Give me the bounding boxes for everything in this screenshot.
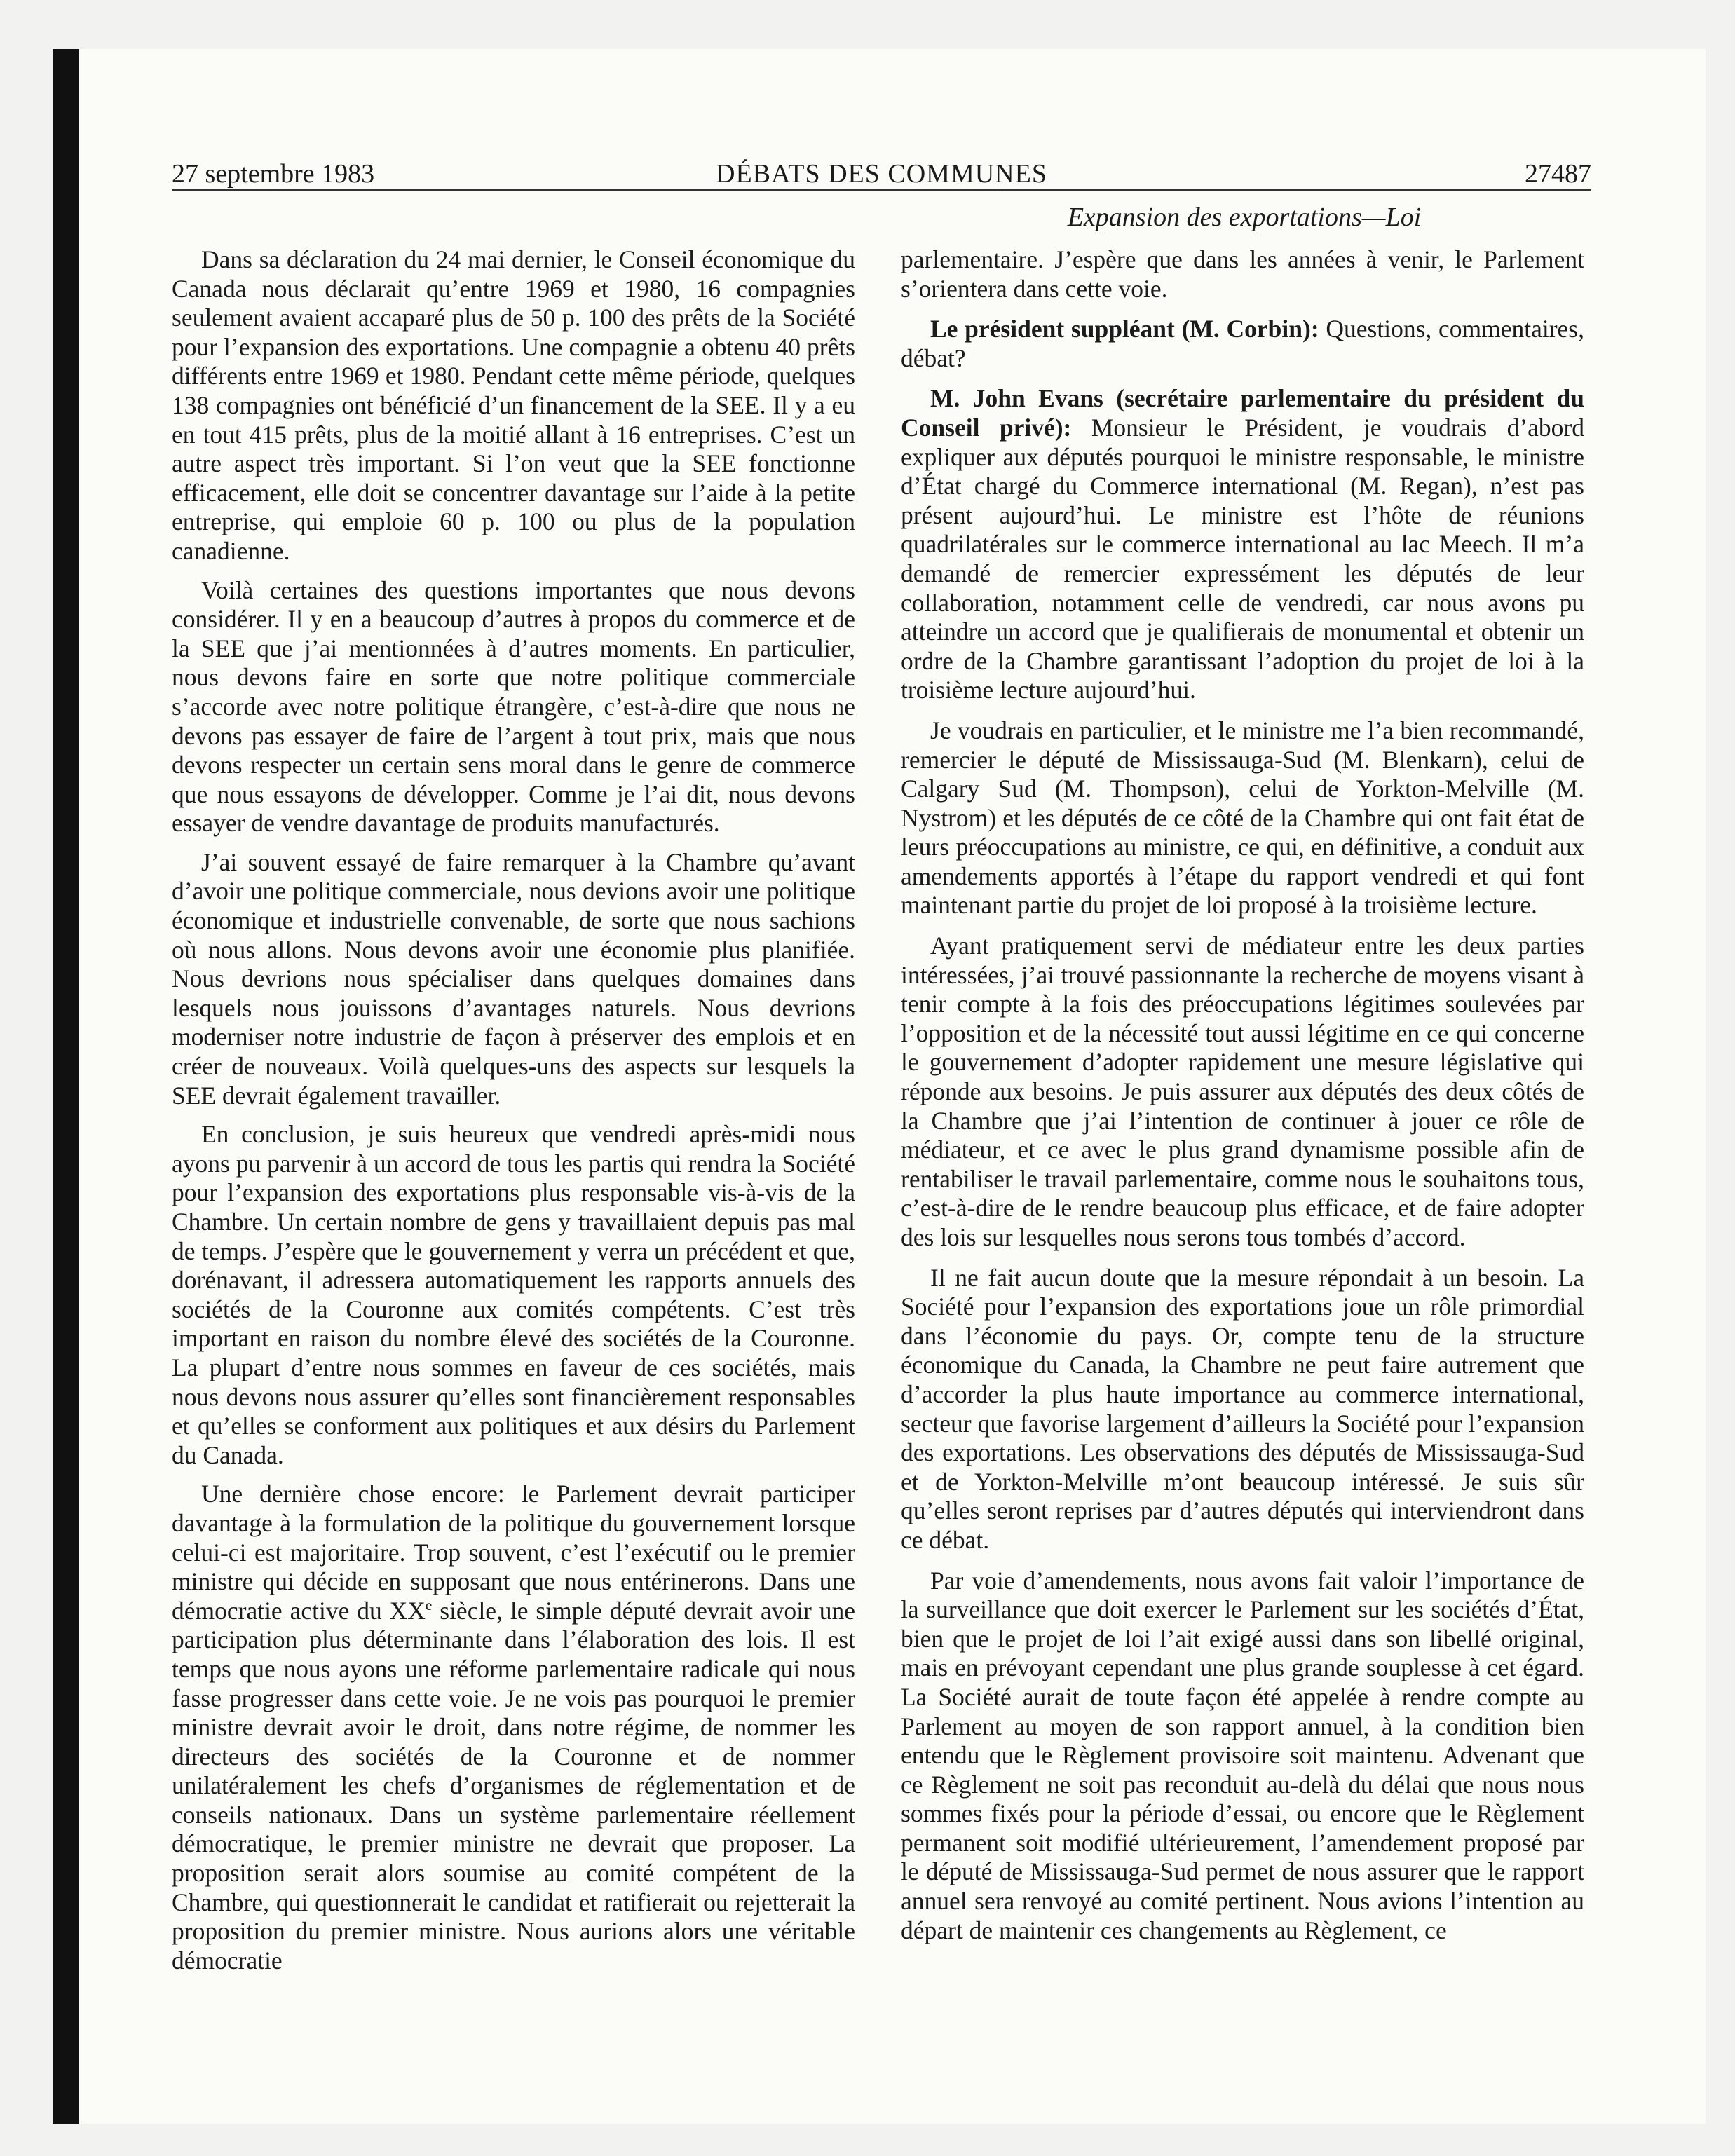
speaker-name: Le président suppléant (M. Corbin): bbox=[930, 315, 1319, 343]
paragraph bbox=[901, 384, 1584, 705]
paragraph: parlementaire. J’espère que dans les années à venir, le Parlement s’orientera dans cette voie. bbox=[901, 245, 1584, 303]
text-run: siècle, le simple député devrait avoir une participation plus déterminante dans l’élaboration des lois. Il est temps que nous ayons une réforme parlementaire radicale qui nous fasse progresser dans cette voie. Je ne vois pas pourquoi le premier ministre devrait avoir le droit, dans notre régime, de nommer les directeurs des sociétés de la Couronne et de nommer unilatéralement les chefs d’organismes de réglementation et de conseils nationaux. Dans un système parlementaire réellement démocratique, le premier ministre ne devrait que proposer. La proposition serait alors soumise au comité compétent de la Chambre, qui questionnerait le candidat et ratifierait ou rejetterait la proposition du premier ministre. Nous aurions alors une véritable démocratie bbox=[172, 1596, 855, 1974]
speaker-name: M. John Evans (secrétaire parlementaire du président du Conseil privé): bbox=[901, 384, 1584, 442]
header-page-number: 27487 bbox=[1525, 159, 1591, 189]
running-header bbox=[172, 150, 1591, 191]
text-run: Monsieur le Président, je voudrais d’abord expliquer aux députés pourquoi le ministre responsable, le ministre d’État chargé du Commerce international (M. Regan), n’est pas présent aujourd’hui. Le ministre est l’hôte de réunions quadrilatérales sur le commerce international au lac Meech. Il m’a demandé de remercier expressément les députés de leur collaboration, notamment celle de vendredi, car nous avons pu atteindre un accord que je qualifierais de monumental et obtenir un ordre de la Chambre garantissant l’adoption du projet de loi à la troisième lecture aujourd’hui. bbox=[901, 413, 1584, 704]
paragraph: Ayant pratiquement servi de médiateur entre les deux parties intéressées, j’ai trouvé passionnante la recherche de moyens visant à tenir compte à la fois des préoccupations légitimes soulevées par l’opposition et de la nécessité tout aussi légitime en ce qui concerne le gouvernement d’adopter rapidement une mesure législative qui réponde aux besoins. Je puis assurer aux députés des deux côtés de la Chambre que j’ai l’intention de continuer à jouer ce rôle de médiateur, et ce avec le plus grand dynamisme possible afin de rentabiliser le travail parlementaire, comme nous le souhaitons tous, c’est-à-dire de le rendre beaucoup plus efficace, et de faire adopter des lois sur lesquelles nous serons tous tombés d’accord. bbox=[901, 932, 1584, 1251]
paragraph: Je voudrais en particulier, et le ministre me l’a bien recommandé, remercier le député de Mississauga-Sud (M. Blenkarn), celui de Calgary Sud (M. Thompson), celui de Yorkton-Melville (M. Nystrom) et les députés de ce côté de la Chambre qui ont fait état de leurs préoccupations au ministre, ce qui, en définitive, a conduit aux amendements apportés à l’étape du rapport vendredi et qui font maintenant partie du projet de loi proposé à la troisième lecture. bbox=[901, 716, 1584, 920]
paragraph bbox=[901, 315, 1584, 373]
section-subheading: Expansion des exportations—Loi bbox=[1067, 203, 1422, 232]
paragraph: Par voie d’amendements, nous avons fait valoir l’importance de la surveillance que doit exercer le Parlement sur les sociétés d’État, bien que le projet de loi l’ait exigé aussi dans son libellé original, mais en prévoyant cependant une plus grande souplesse à cet égard. La Société aurait de toute façon été appelée à rendre compte au Parlement au moyen de son rapport annuel, à la condition bien entendu que le Règlement provisoire soit maintenu. Advenant que ce Règlement ne soit pas reconduit au-delà du délai que nous nous sommes fixés pour la période d’essai, ou encore que le Règlement permanent soit modifié ultérieurement, l’amendement proposé par le député de Mississauga-Sud permet de nous assurer que le rapport annuel sera renvoyé au comité pertinent. Nous avions l’intention au départ de maintenir ces changements au Règlement, ce bbox=[901, 1566, 1584, 1944]
text-run: Questions, commentaires, débat? bbox=[901, 315, 1584, 372]
paragraph bbox=[172, 1480, 855, 1975]
paragraph: Voilà certaines des questions importantes que nous devons considérer. Il y en a beaucoup d’autres à propos du commerce et de la SEE que j’ai mentionnées à d’autres moments. En particulier, nous devons faire en sorte que notre politique commerciale s’accorde avec notre politique étrangère, c’est-à-dire que nous ne devons pas essayer de faire de l’argent à tout prix, mais que nous devons respecter un certain sens moral dans le genre de commerce que nous essayons de développer. Comme je l’ai dit, nous devons essayer de vendre davantage de produits manufacturés. bbox=[172, 575, 855, 838]
header-date: 27 septembre 1983 bbox=[172, 159, 375, 189]
header-title: DÉBATS DES COMMUNES bbox=[716, 159, 1047, 189]
paragraph: En conclusion, je suis heureux que vendredi après-midi nous ayons pu parvenir à un accord de tous les partis qui rendra la Société pour l’expansion des exportations plus responsable vis-à-vis de la Chambre. Un certain nombre de gens y travaillaient depuis pas mal de temps. J’espère que le gouvernement y verra un précédent et que, dorénavant, il adressera automatiquement les rapports annuels des sociétés de la Couronne aux comités compétents. C’est très important en raison du nombre élevé des sociétés de la Couronne. La plupart d’entre nous sommes en faveur de ces sociétés, mais nous devons nous assurer qu’elles sont financièrement responsables et qu’elles se conforment aux politiques et aux désirs du Parlement du Canada. bbox=[172, 1120, 855, 1469]
paragraph: Dans sa déclaration du 24 mai dernier, le Conseil économique du Canada nous déclarait qu’entre 1969 et 1980, 16 compagnies seulement avaient accaparé plus de 50 p. 100 des prêts de la Société pour l’expansion des exportations. Une compagnie a obtenu 40 prêts différents entre 1969 et 1980. Pendant cette même période, quelques 138 compagnies ont bénéficié d’un financement de la SEE. Il y a eu en tout 415 prêts, plus de la moitié allant à 16 entreprises. C’est un autre aspect très important. Si l’on veut que la SEE fonctionne efficacement, elle doit se concentrer davantage sur l’aide à la petite entreprise, qui emploie 60 p. 100 ou plus de la population canadienne. bbox=[172, 245, 855, 565]
right-column bbox=[901, 245, 1584, 1945]
paragraph: Il ne fait aucun doute que la mesure répondait à un besoin. La Société pour l’expansion des exportations joue un rôle primordial dans l’économie du pays. Or, compte tenu de la structure économique du Canada, la Chambre ne peut faire autrement que d’accorder la plus haute importance au commerce international, secteur que favorise largement d’ailleurs la Société pour l’expansion des exportations. Les observations des députés de Mississauga-Sud et de Yorkton-Melville m’ont beaucoup intéressé. Je suis sûr qu’elles seront reprises par d’autres députés qui interviendront dans ce débat. bbox=[901, 1263, 1584, 1554]
paragraph: J’ai souvent essayé de faire remarquer à la Chambre qu’avant d’avoir une politique commerciale, nous devions avoir une politique économique et industrielle convenable, de sorte que nous sachions où nous allons. Nous devons avoir une économie plus planifiée. Nous devrions nous spécialiser dans quelques domaines dans lesquels nous jouissons d’avantages naturels. Nous devrions moderniser notre industrie de façon à préserver des emplois et en créer de nouveaux. Voilà quelques-uns des aspects sur lesquels la SEE devrait également travailler. bbox=[172, 847, 855, 1110]
scan-binding-edge bbox=[53, 49, 79, 2124]
superscript: e bbox=[425, 1596, 433, 1613]
left-column bbox=[172, 245, 855, 1975]
text-run: Une dernière chose encore: le Parlement devrait participer davantage à la formulation de la politique du gouvernement lorsque celui-ci est majoritaire. Trop souvent, c’est l’exécutif ou le premier ministre qui décide en supposant que nous entérinerons. Dans une démocratie active du XX bbox=[172, 1480, 855, 1625]
